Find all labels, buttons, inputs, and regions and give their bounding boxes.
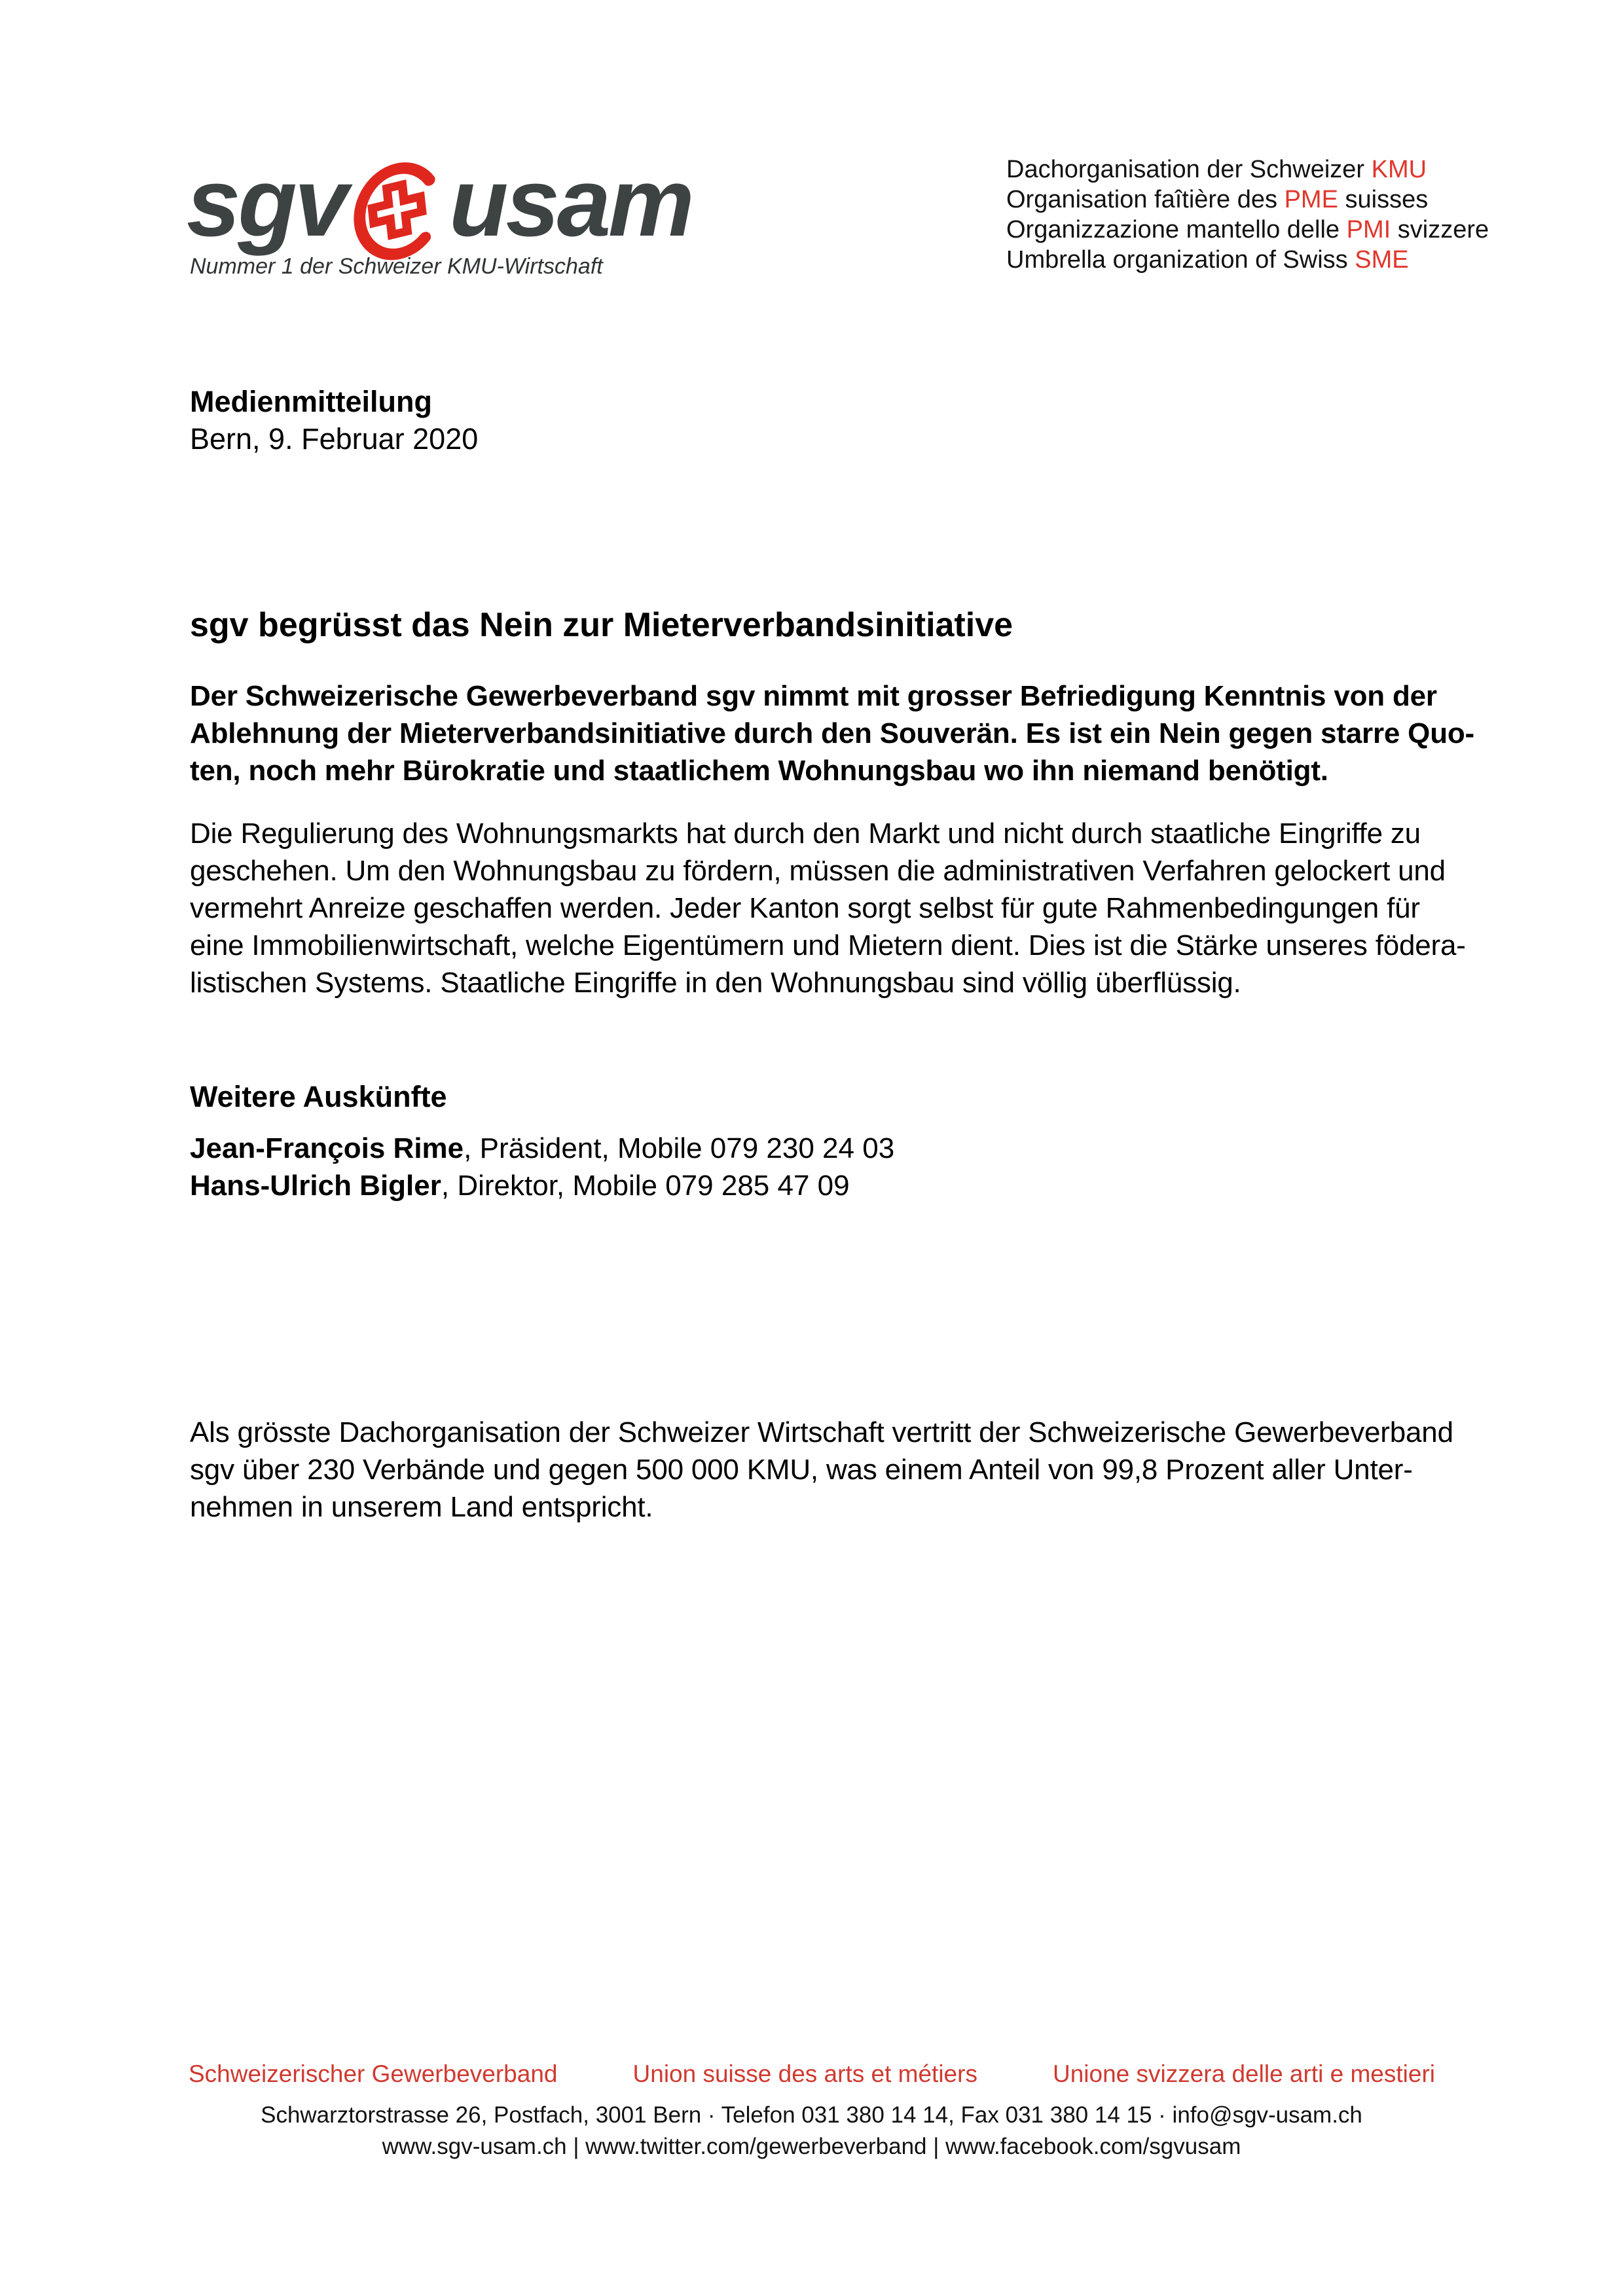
org-line-text: suisses [1338,186,1429,213]
boilerplate-line: Als grösste Dachorganisation der Schweizer Wirtschaft vertritt der Schweizerische Gewerbeverband [190,1416,1453,1448]
body-paragraph [190,815,1466,1001]
logo [187,149,692,262]
contact-details: , Direktor, Mobile 079 285 47 09 [441,1170,850,1202]
body-line: listischen Systems. Staatliche Eingriffe in den Wohnungsbau sind völlig überflüssig. [190,967,1241,999]
lead-line: ten, noch mehr Bürokratie und staatlichem Wohnungsbau wo ihn niemand benötigt. [190,755,1328,787]
org-line-text: Dachorganisation der Schweizer [1006,156,1372,183]
contact-line [190,1167,894,1204]
org-line-en [1006,245,1489,275]
org-line-text: Umbrella organization of Swiss [1006,246,1355,274]
footer-org-fr: Union suisse des arts et métiers [632,2060,977,2087]
org-line-highlight: SME [1355,246,1409,274]
org-line-text: Organizzazione mantello delle [1006,216,1347,243]
body-line: geschehen. Um den Wohnungsbau zu fördern, müssen die administrativen Verfahren gelockert und [190,855,1446,887]
lead-line: Der Schweizerische Gewerbeverband sgv nimmt mit grosser Befriedigung Kenntnis von der [190,680,1437,712]
document-meta [190,383,478,457]
body-line: Die Regulierung des Wohnungsmarkts hat durch den Markt und nicht durch staatliche Eingriffe zu [190,817,1421,850]
footer-links: www.sgv-usam.ch | www.twitter.com/gewerbeverband | www.facebook.com/sgvusam [382,2134,1241,2159]
org-line-fr [1006,185,1489,215]
logo-tagline: Nummer 1 der Schweizer KMU-Wirtschaft [190,254,603,279]
footer-address: Schwarztorstrasse 26, Postfach, 3001 Bern · Telefon 031 380 14 14, Fax 031 380 14 15 · info@sgv-usam.ch [261,2102,1362,2128]
contacts-heading: Weitere Auskünfte [190,1080,447,1113]
contact-line [190,1130,894,1167]
org-line-highlight: PMI [1346,216,1391,243]
org-line-de [1006,154,1489,185]
org-line-text: svizzere [1391,216,1489,243]
lead-paragraph [190,677,1474,789]
contact-details: , Präsident, Mobile 079 230 24 03 [464,1132,895,1164]
swiss-cross-ring-icon [350,159,448,262]
boilerplate-paragraph [190,1414,1453,1526]
page-title: sgv begrüsst das Nein zur Mieterverbandsinitiative [190,606,1013,644]
logo-text-sgv: sgv [187,149,346,257]
boilerplate-line: nehmen in unserem Land entspricht. [190,1491,653,1523]
org-line-text: Organisation faîtière des [1006,186,1285,213]
org-description-block [1006,154,1489,275]
org-line-it [1006,215,1489,245]
footer-org-it: Unione svizzera delle arti e mestieri [1052,2060,1435,2087]
logo-text-usam: usam [449,149,692,257]
body-line: vermehrt Anreize geschaffen werden. Jeder Kanton sorgt selbst für gute Rahmenbedingungen für [190,892,1420,924]
contact-name: Jean-François Rime [190,1132,464,1164]
footer-org-de: Schweizerischer Gewerbeverband [189,2060,558,2087]
contacts-list [190,1130,894,1204]
footer-org-names [189,2060,1435,2088]
body-line: eine Immobilienwirtschaft, welche Eigentümern und Mietern dient. Dies ist die Stärke unseres födera- [190,929,1466,961]
boilerplate-line: sgv über 230 Verbände und gegen 500 000 KMU, was einem Anteil von 99,8 Prozent aller Unter- [190,1454,1413,1486]
document-type-label: Medienmitteilung [190,385,432,418]
contact-name: Hans-Ulrich Bigler [190,1170,441,1202]
org-line-highlight: KMU [1371,156,1427,183]
lead-line: Ablehnung der Mieterverbandsinitiative durch den Souverän. Es ist ein Nein gegen starre Quo- [190,717,1475,749]
dateline: Bern, 9. Februar 2020 [190,422,479,456]
org-line-highlight: PME [1284,186,1338,213]
